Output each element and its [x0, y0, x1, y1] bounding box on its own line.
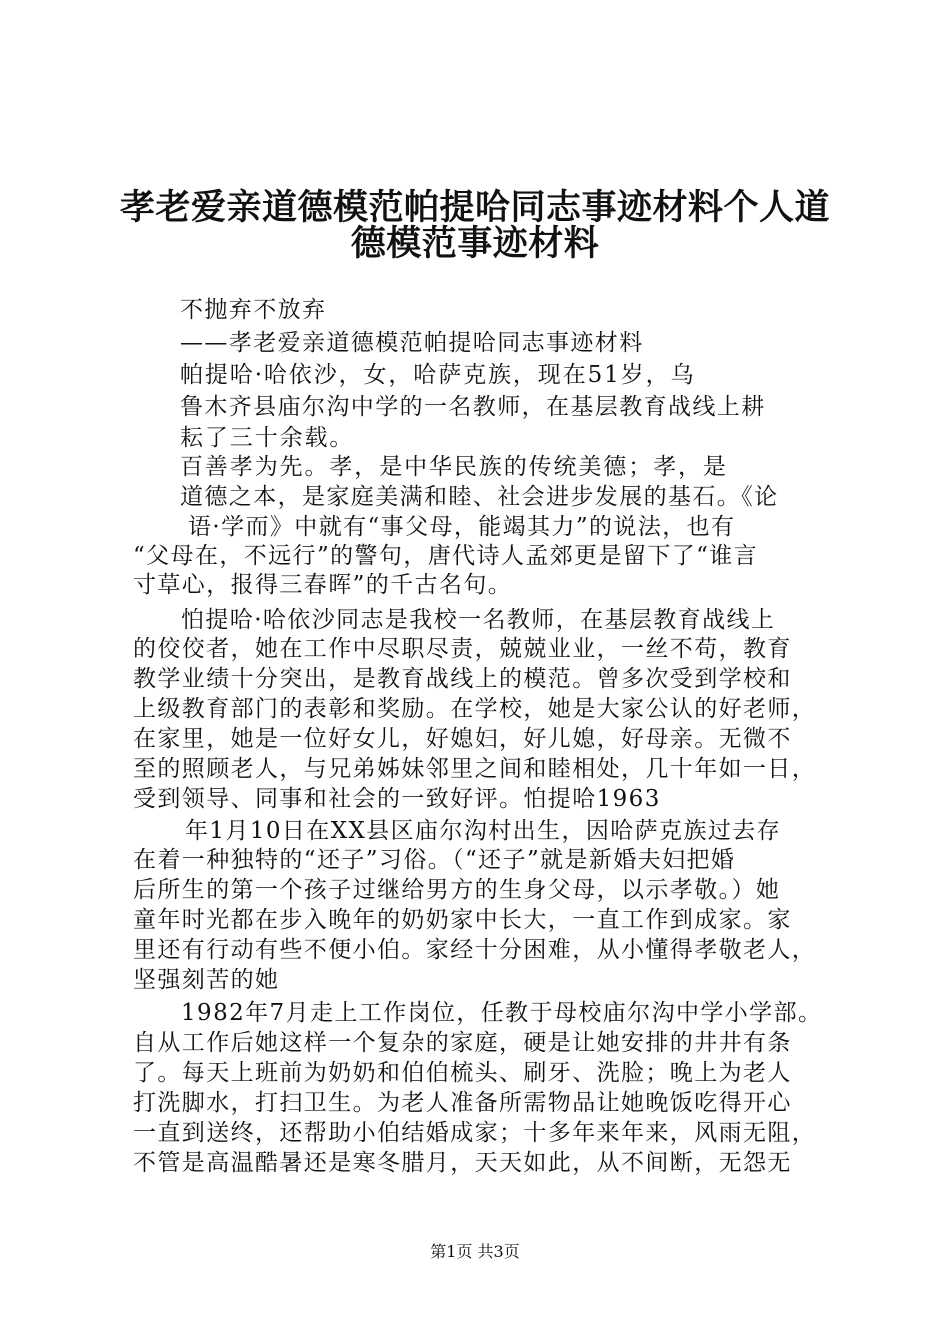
text-line: 的佼佼者，她在工作中尽职尽责，兢兢业业，一丝不苟，教育	[133, 636, 792, 662]
text-line: 了。每天上班前为奶奶和伯伯梳头、刷牙、洗脸；晚上为老人	[133, 1060, 792, 1086]
text-line: ——孝老爱亲道德模范帕提哈同志事迹材料	[180, 330, 644, 356]
text-line: 百善孝为先。孝，是中华民族的传统美德；孝，是	[180, 454, 728, 480]
text-line: 上级教育部门的表彰和奖励。在学校，她是大家公认的好老师，	[133, 696, 817, 722]
text-line: 语·学而》中就有“事父母，能竭其力”的说法，也有	[188, 514, 736, 540]
page-number-footer: 第1页 共3页	[430, 1242, 520, 1261]
text-line: 打洗脚水，打扫卫生。为老人准备所需物品让她晚饭吃得开心	[133, 1090, 792, 1116]
text-line: “父母在，不远行”的警句，唐代诗人孟郊更是留下了“谁言	[133, 543, 759, 569]
text-line: 自从工作后她这样一个复杂的家庭，硬是让她安排的井井有条	[133, 1030, 792, 1056]
text-line: 在家里，她是一位好女儿，好媳妇，好儿媳，好母亲。无微不	[133, 726, 792, 752]
text-line: 里还有行动有些不便小伯。家经十分困难，从小懂得孝敬老人，	[133, 937, 817, 963]
text-line: 年1月10日在XX县区庙尔沟村出生，因哈萨克族过去存	[185, 818, 782, 844]
text-line: 耘了三十余载。	[180, 425, 355, 451]
text-line: 道德之本，是家庭美满和睦、社会进步发展的基石。《论	[180, 484, 779, 510]
text-line: 1982年7月走上工作岗位，任教于母校庙尔沟中学小学部。	[181, 1000, 823, 1026]
text-line: 至的照顾老人，与兄弟姊妹邻里之间和睦相处，几十年如一日，	[133, 756, 817, 782]
text-line: 寸草心，报得三春晖”的千古名句。	[133, 572, 513, 598]
text-line: 一直到送终，还帮助小伯结婚成家；十多年来年来，风雨无阻，	[133, 1120, 817, 1146]
text-line: 教学业绩十分突出，是教育战线上的模范。曾多次受到学校和	[133, 666, 792, 692]
text-line: 在着一种独特的“还子”习俗。（“还子”就是新婚夫妇把婚	[133, 847, 736, 873]
text-line: 后所生的第一个孩子过继给男方的生身父母，以示孝敬。）她	[133, 877, 781, 903]
text-line: 坚强刻苦的她	[133, 967, 280, 993]
document-title-line-2: 德模范事迹材料	[350, 223, 600, 264]
text-line: 不抛弃不放弃	[180, 297, 327, 323]
document-title-line-1: 孝老爱亲道德模范帕提哈同志事迹材料个人道	[119, 187, 830, 228]
text-line: 鲁木齐县庙尔沟中学的一名教师，在基层教育战线上耕	[180, 394, 766, 420]
text-line: 童年时光都在步入晚年的奶奶家中长大，一直工作到成家。家	[133, 907, 792, 933]
text-line: 帕提哈·哈依沙，女，哈萨克族，现在51岁，乌	[180, 362, 696, 388]
text-line: 受到领导、同事和社会的一致好评。怕提哈1963	[133, 786, 661, 812]
text-line: 怕提哈·哈依沙同志是我校一名教师，在基层教育战线上	[181, 607, 776, 633]
text-line: 不管是高温酷暑还是寒冬腊月，天天如此，从不间断，无怨无	[133, 1150, 792, 1176]
